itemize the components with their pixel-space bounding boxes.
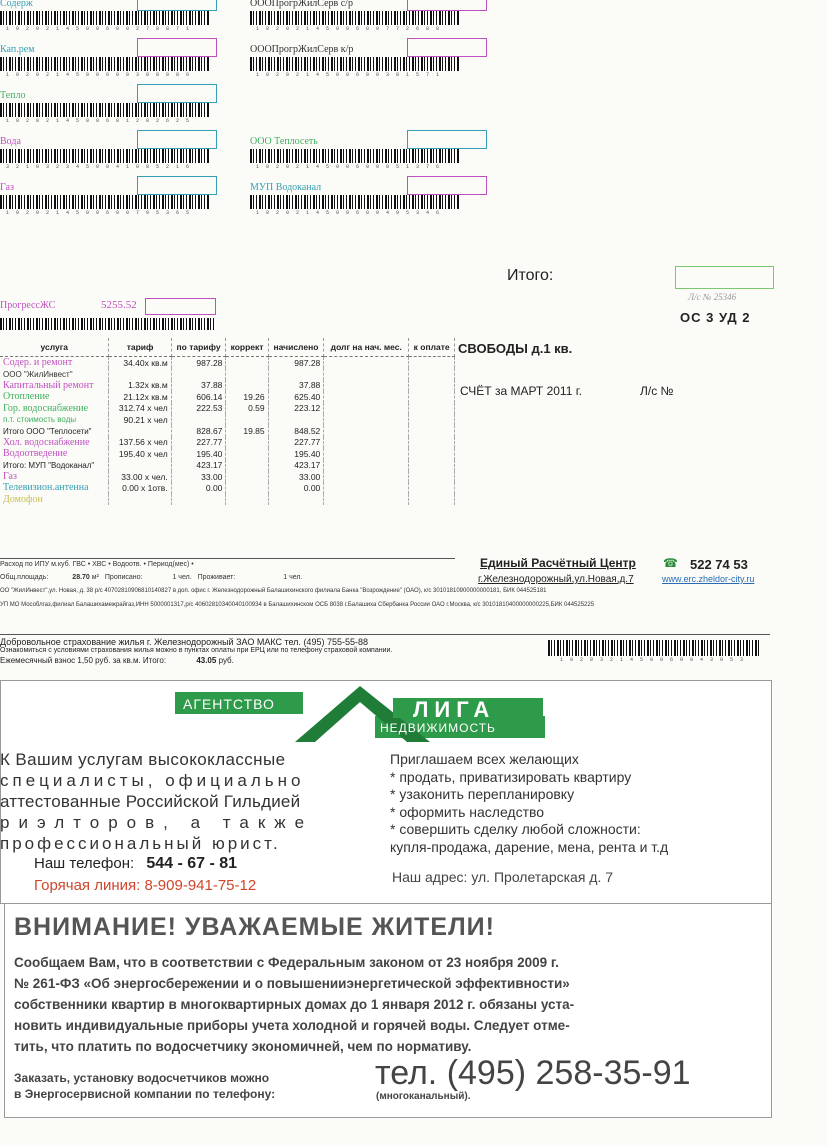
- notice-lines-line: тить, что платить по водосчетчику экономичней, чем по нормативу.: [14, 1039, 472, 1054]
- cell-empty: [324, 403, 409, 414]
- cell-name: Газ: [0, 471, 109, 482]
- cell-empty: [324, 494, 409, 505]
- column-header: долг на нач. мес.: [324, 338, 409, 357]
- cell-correct: [226, 357, 268, 369]
- service-barcode-digits: 3 2 1 0 3 2 3 4 5 0 0 4 1 0 8 5 2 1 6: [6, 164, 192, 170]
- cell-correct: [226, 414, 268, 425]
- living-value: 1 чел.: [283, 574, 303, 581]
- progress-barcode: [0, 318, 215, 330]
- cell-empty: [324, 425, 409, 436]
- column-header: к оплате: [409, 338, 455, 357]
- cell-correct: [226, 471, 268, 482]
- cell-charged: 625.40: [268, 391, 324, 402]
- cell-correct: [226, 460, 268, 471]
- provider-barcode-digits: 1 0 2 0 2 1 4 5 0 0 6 0 0 7 7 2 6 8 8: [256, 26, 442, 32]
- table-row: [0, 414, 455, 425]
- cell-empty: [324, 391, 409, 402]
- cell-correct: [226, 437, 268, 448]
- cell-empty: [409, 380, 455, 391]
- agency-top: АГЕНТСТВО: [183, 696, 275, 712]
- progress-label: ПрогрессЖС: [0, 300, 56, 311]
- cell-charged: 987.28: [268, 357, 324, 369]
- ad-phone: 544 - 67 - 81: [146, 855, 238, 872]
- service-amount-box: [137, 130, 217, 149]
- ad-address: Наш адрес: ул. Пролетарская д. 7: [392, 869, 614, 885]
- table-row: [0, 494, 455, 505]
- provider-label: ООО Теплосеть: [250, 136, 318, 147]
- cell-empty: [409, 437, 455, 448]
- column-header: по тарифу: [171, 338, 226, 357]
- table-header: [0, 338, 455, 357]
- ad-right-line: * продать, приватизировать квартиру: [390, 768, 632, 785]
- service-barcode-digits: 1 0 2 0 2 1 4 5 0 0 6 0 1 2 8 2 6 2 5: [6, 118, 192, 124]
- provider-barcode: [250, 11, 460, 25]
- bank-details-1: ОО "ЖилИнвест",ул. Новая, д. 38 р/с 40702810906810140827 в доп. офис г. Железнодорожный Балашихинского филиала Банка "Возрождение" (ОАО), к/с 30101810900000000181, БИК 044525181: [0, 588, 547, 594]
- cell-tariff: 0.00 х 1отв.: [109, 482, 171, 493]
- ad-phone-label: Наш телефон:: [34, 855, 135, 872]
- charges-table: [0, 338, 455, 505]
- table-row: [0, 380, 455, 391]
- cell-by-tariff: 33.00: [171, 471, 226, 482]
- erc-name: Единый Расчётный Центр: [480, 556, 636, 570]
- ad-right-line: * совершить сделку любой сложности:: [390, 821, 641, 837]
- service-amount-box: [137, 0, 217, 11]
- os-code: ОС 3 УД 2: [680, 310, 751, 325]
- insurance-payment-label: Ежемесячный взнос 1,50 руб. за кв.м. Итого:: [0, 656, 167, 665]
- cell-correct: [226, 482, 268, 493]
- cell-empty: [409, 391, 455, 402]
- cell-empty: [324, 471, 409, 482]
- notice-order-2: в Энергосервисной компании по телефону:: [14, 1087, 276, 1101]
- invoice-title: СЧЁТ за МАРТ 2011 г.: [460, 384, 582, 398]
- cell-empty: [409, 460, 455, 471]
- cell-name: Отопление: [0, 391, 109, 402]
- cell-by-tariff: 423.17: [171, 460, 226, 471]
- divider: [0, 558, 455, 559]
- service-barcode-digits: 1 0 2 0 2 1 4 5 0 0 6 0 0 2 7 8 8 7 1: [6, 26, 192, 32]
- cell-by-tariff: 828.67: [171, 425, 226, 436]
- area-label: Общ.площадь:: [0, 574, 49, 581]
- cell-name: Домофон: [0, 494, 109, 505]
- provider-barcode-digits: 1 0 2 0 2 1 4 5 0 0 6 0 0 3 8 1 5 7 1: [256, 72, 442, 78]
- service-barcode: [0, 195, 210, 209]
- insurance-payment: [0, 656, 234, 665]
- provider-amount-box: [407, 38, 487, 57]
- service-barcode: [0, 57, 210, 71]
- table-row: [0, 437, 455, 448]
- notice-lines-line: собственники квартир в многоквартирных домах до 1 января 2012 г. обязаны уста-: [14, 997, 575, 1012]
- ad-right-line: * оформить наследство: [390, 803, 545, 820]
- cell-charged: 227.77: [268, 437, 324, 448]
- ad-left-line: К Вашим услугам высококлассные: [0, 750, 286, 769]
- notice-phone-note: (многоканальный).: [376, 1091, 471, 1102]
- cell-tariff: 21.12х кв.м: [109, 391, 171, 402]
- living-label: Проживает:: [197, 574, 236, 581]
- cell-tariff: [109, 425, 171, 436]
- notice-order-1: Заказать, установку водосчетчиков можно: [14, 1071, 270, 1085]
- service-label: Кап.рем: [0, 44, 35, 55]
- service-label: Тепло: [0, 90, 26, 101]
- cell-name: п.т. стоимость воды: [0, 414, 109, 425]
- service-label: Газ: [0, 182, 14, 193]
- service-amount-box: [137, 84, 217, 103]
- cell-tariff: 195.40 х чел: [109, 448, 171, 459]
- cell-by-tariff: 606.14: [171, 391, 226, 402]
- notice-title: ВНИМАНИЕ! УВАЖАЕМЫЕ ЖИТЕЛИ!: [14, 913, 495, 941]
- cell-empty: [324, 414, 409, 425]
- area-unit: м²: [91, 574, 99, 581]
- cell-empty: [324, 357, 409, 369]
- service-barcode-digits: 1 0 2 0 2 1 4 5 0 0 6 0 0 7 9 5 3 6 5: [6, 210, 192, 216]
- cell-charged: 223.12: [268, 403, 324, 414]
- cell-charged: 0.00: [268, 482, 324, 493]
- cell-name: Хол. водоснабжение: [0, 437, 109, 448]
- cell-empty: [409, 471, 455, 482]
- registered-value: 1 чел.: [172, 574, 192, 581]
- cell-charged: [268, 414, 324, 425]
- progress-value: 5255.52: [101, 299, 137, 311]
- table-row: [0, 471, 455, 482]
- column-header: начислено: [268, 338, 324, 357]
- cell-empty: [409, 494, 455, 505]
- cell-correct: 19.85: [226, 425, 268, 436]
- cell-by-tariff: 37.88: [171, 380, 226, 391]
- total-label: Итого:: [507, 267, 554, 284]
- insurance-terms: Ознакомиться с условиями страхования жилья можно в пунктах оплаты при ЕРЦ или по телефону страховой компании.: [0, 647, 393, 654]
- cell-tariff: [109, 460, 171, 471]
- total-box: [675, 266, 774, 289]
- cell-correct: 19.26: [226, 391, 268, 402]
- notice-phone: тел. (495) 258-35-91: [375, 1054, 691, 1092]
- provider-barcode: [250, 149, 460, 163]
- insurance-currency: руб.: [218, 656, 234, 665]
- cell-empty: [324, 437, 409, 448]
- service-amount-box: [137, 38, 217, 57]
- cell-empty: [324, 482, 409, 493]
- cell-correct: [226, 368, 268, 379]
- provider-label: ОООПрогрЖилСерв к/р: [250, 44, 354, 55]
- cell-charged: [268, 368, 324, 379]
- cell-charged: 848.52: [268, 425, 324, 436]
- insurance-barcode: [548, 640, 760, 656]
- cell-empty: [409, 482, 455, 493]
- cell-name: Телевизион.антенна: [0, 482, 109, 493]
- table-row: [0, 460, 455, 471]
- ad-left-line: профессиональный юрист.: [0, 834, 281, 853]
- service-barcode: [0, 11, 210, 25]
- account-number: Л/с № 25346: [688, 292, 737, 302]
- cell-by-tariff: 195.40: [171, 448, 226, 459]
- cell-empty: [409, 448, 455, 459]
- cell-correct: [226, 380, 268, 391]
- column-header: тариф: [109, 338, 171, 357]
- cell-tariff: 33.00 х чел.: [109, 471, 171, 482]
- cell-by-tariff: 987.28: [171, 357, 226, 369]
- account-label: Л/с №: [640, 384, 674, 398]
- provider-label: МУП Водоканал: [250, 182, 322, 193]
- bank-details-2: УП МО Мособлгаз,филиал Балашихамежрайгаз,ИНН 5000001317,р/с 40602810340040100934 в Балашихинском ОСБ 8038 г.Балашиха Сбербанка России ОАО г.Москва, к/с 30101810400000000225,БИК 044525225: [0, 602, 595, 608]
- progress-box: [145, 298, 216, 315]
- cell-by-tariff: 222.53: [171, 403, 226, 414]
- cell-charged: 423.17: [268, 460, 324, 471]
- cell-by-tariff: 227.77: [171, 437, 226, 448]
- cell-tariff: 1.32х кв.м: [109, 380, 171, 391]
- insurance-title: Добровольное страхование жилья г. Железнодорожный ЗАО МАКС тел. (495) 755-55-88: [0, 637, 368, 647]
- erc-phone: 522 74 53: [690, 557, 748, 572]
- agency-name: ЛИГА: [413, 697, 496, 722]
- cell-tariff: [109, 368, 171, 379]
- cell-charged: 37.88: [268, 380, 324, 391]
- cell-correct: [226, 448, 268, 459]
- cell-name: ООО "ЖилИнвест": [0, 368, 109, 379]
- service-barcode-digits: 1 0 2 0 2 1 4 5 0 0 6 0 0 3 8 8 0 8 6: [6, 72, 192, 78]
- provider-amount-box: [407, 176, 487, 195]
- cell-name: Водоотведение: [0, 448, 109, 459]
- cell-by-tariff: [171, 414, 226, 425]
- cell-correct: [226, 494, 268, 505]
- phone-icon: ☎: [663, 556, 678, 570]
- divider: [0, 634, 770, 635]
- service-barcode: [0, 103, 210, 117]
- cell-name: Итого: МУП "Водоканал": [0, 460, 109, 471]
- cell-by-tariff: 0.00: [171, 482, 226, 493]
- service-amount-box: [137, 176, 217, 195]
- cell-charged: 33.00: [268, 471, 324, 482]
- provider-barcode-digits: 1 0 2 0 2 1 4 5 0 0 6 0 0 8 5 1 3 7 6: [256, 164, 442, 170]
- cell-name: Гор. водоснабжение: [0, 403, 109, 414]
- insurance-barcode-digits: 1 0 2 0 3 2 1 4 5 0 0 6 0 0 4 3 0 5 3: [560, 657, 746, 663]
- area-row: [0, 574, 302, 581]
- ad-left-line: специалисты, официально: [0, 771, 305, 790]
- cell-tariff: [109, 494, 171, 505]
- service-label: Вода: [0, 136, 21, 147]
- insurance-total: 43.05: [196, 656, 217, 665]
- cell-name: Содер. и ремонт: [0, 357, 109, 369]
- provider-amount-box: [407, 130, 487, 149]
- cell-name: Итого ООО "Теплосети": [0, 425, 109, 436]
- erc-site[interactable]: www.erc.zheldor-city.ru: [662, 574, 755, 584]
- table-row: [0, 448, 455, 459]
- agency-logo: [175, 684, 550, 744]
- service-barcode: [0, 149, 210, 163]
- cell-tariff: 90.21 х чел: [109, 414, 171, 425]
- ad-phone-row: [34, 855, 237, 873]
- cell-charged: [268, 494, 324, 505]
- notice-lines-line: новить индивидуальные приборы учета холодной и горячей воды. Следует отме-: [14, 1018, 570, 1033]
- ad-right-line: купля-продажа, дарение, мена, рента и т.д: [390, 838, 669, 855]
- notice-lines-line: № 261-ФЗ «Об энергосбережении и о повышенииэнергетической эффективности»: [14, 976, 570, 991]
- cell-tariff: 34.40х кв.м: [109, 357, 171, 369]
- table-row: [0, 368, 455, 379]
- cell-tariff: 137.56 х чел: [109, 437, 171, 448]
- address: СВОБОДЫ д.1 кв.: [458, 341, 573, 356]
- cell-by-tariff: [171, 368, 226, 379]
- cell-empty: [409, 368, 455, 379]
- ad-left-line: аттестованные Российской Гильдией: [0, 792, 301, 811]
- table-row: [0, 425, 455, 436]
- table-row: [0, 403, 455, 414]
- ad-right-line: Приглашаем всех желающих: [390, 751, 579, 767]
- cell-empty: [324, 448, 409, 459]
- cell-tariff: 312.74 х чел: [109, 403, 171, 414]
- provider-barcode-digits: 1 0 2 0 2 1 4 5 0 0 6 0 0 4 9 5 3 4 6: [256, 210, 442, 216]
- registered-label: Прописано:: [104, 574, 143, 581]
- cell-by-tariff: [171, 494, 226, 505]
- provider-label: ОООПрогрЖилСерв с/р: [250, 0, 353, 9]
- service-label: Содерж: [0, 0, 33, 9]
- provider-barcode: [250, 195, 460, 209]
- provider-amount-box: [407, 0, 487, 11]
- cell-empty: [409, 403, 455, 414]
- agency-bottom: НЕДВИЖИМОСТЬ: [380, 721, 496, 735]
- cell-empty: [324, 380, 409, 391]
- ad-hotline: Горячая линия: 8-909-941-75-12: [34, 877, 257, 894]
- column-header: услуга: [0, 338, 109, 357]
- cell-empty: [409, 425, 455, 436]
- cell-empty: [324, 368, 409, 379]
- cell-correct: 0.59: [226, 403, 268, 414]
- provider-barcode: [250, 57, 460, 71]
- cell-charged: 195.40: [268, 448, 324, 459]
- table-row: [0, 482, 455, 493]
- cell-empty: [324, 460, 409, 471]
- ad-left-line: риэлторов, а также: [0, 813, 314, 832]
- table-row: [0, 357, 455, 369]
- table-body: [0, 357, 455, 506]
- column-header: коррект: [226, 338, 268, 357]
- cell-empty: [409, 357, 455, 369]
- table-row: [0, 391, 455, 402]
- cell-name: Капитальный ремонт: [0, 380, 109, 391]
- erc-address: г.Железнодорожный,ул.Новая,д.7: [478, 574, 634, 585]
- notice-lines-line: Сообщаем Вам, что в соответствии с Федеральным законом от 23 ноября 2009 г.: [14, 955, 559, 970]
- cell-empty: [409, 414, 455, 425]
- area-value: 28.70: [72, 574, 90, 581]
- meters-line: Расход по ИПУ м.куб. ГВС • ХВС • Водоотв. • Период(мес) •: [0, 561, 194, 568]
- ad-right-line: * узаконить перепланировку: [390, 786, 575, 802]
